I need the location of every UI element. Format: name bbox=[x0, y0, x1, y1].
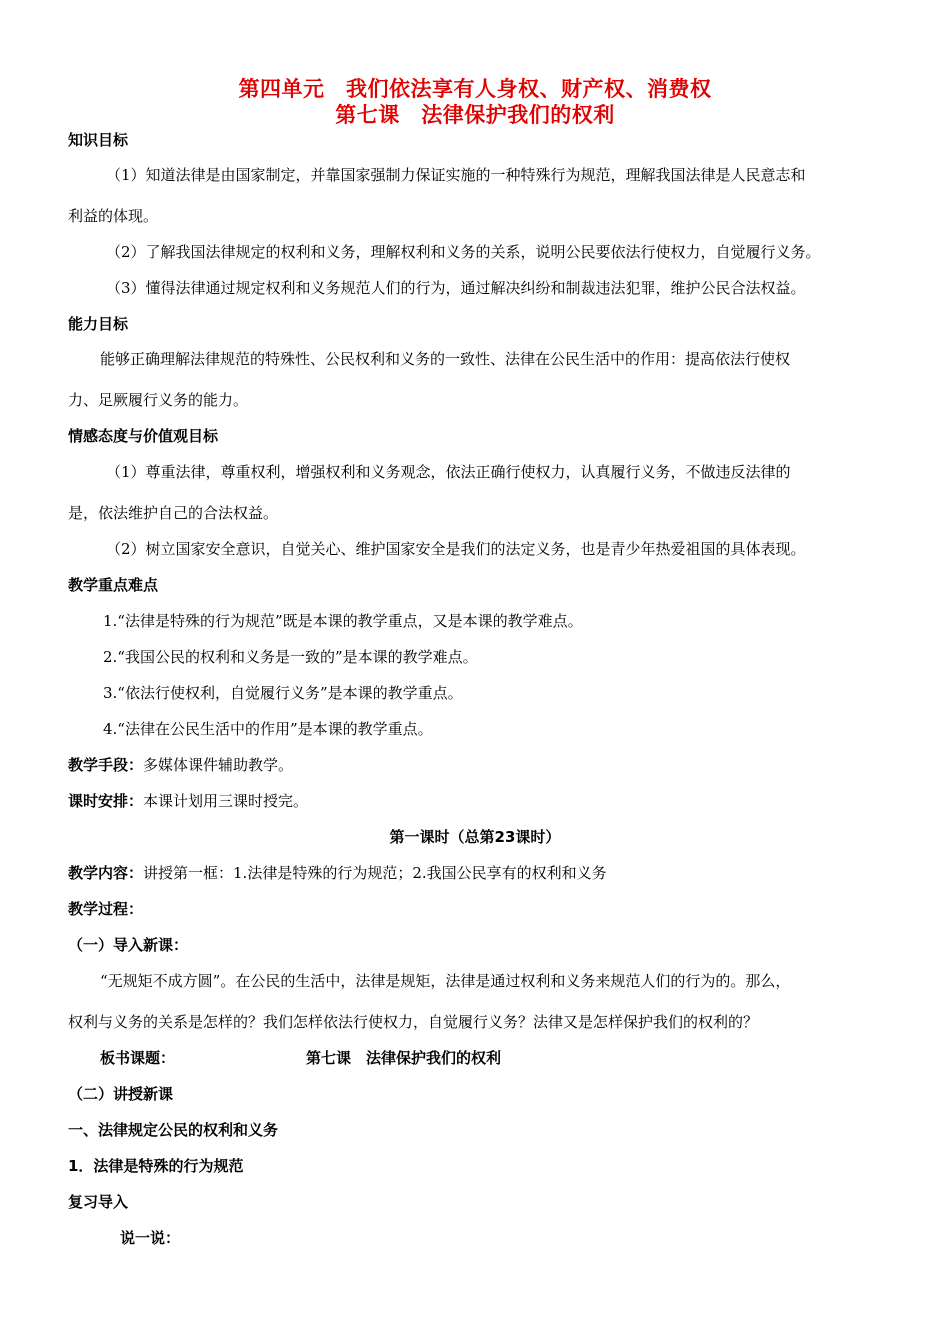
keypoints-heading: 教学重点难点 bbox=[68, 576, 159, 594]
say-heading: 说一说： bbox=[120, 1229, 181, 1247]
knowledge-p1-line2: 利益的体现。 bbox=[68, 207, 159, 225]
ability-line1: 能够正确理解法律规范的特殊性、公民权利和义务的一致性、法律在公民生活中的作用：提高依法行使权 bbox=[100, 350, 791, 368]
knowledge-p2: （2）了解我国法律规定的权利和义务，理解权利和义务的关系，说明公民要依法行使权力，自觉履行义务。 bbox=[106, 243, 821, 261]
section-1-heading: 一、法律规定公民的权利和义务 bbox=[68, 1121, 279, 1139]
teaching-content-label: 教学内容： bbox=[68, 864, 144, 882]
process-heading: 教学过程： bbox=[68, 900, 144, 918]
teaching-content-text: 讲授第一框：1.法律是特殊的行为规范；2.我国公民享有的权利和义务 bbox=[143, 864, 607, 882]
keypoint-item: 3.“依法行使权利，自觉履行义务”是本课的教学重点。 bbox=[103, 684, 463, 702]
teaching-content bbox=[68, 862, 607, 883]
keypoint-item: 4.“法律在公民生活中的作用”是本课的教学重点。 bbox=[103, 720, 433, 738]
knowledge-heading: 知识目标 bbox=[68, 131, 129, 149]
knowledge-p3: （3）懂得法律通过规定权利和义务规范人们的行为，通过解决纠纷和制裁违法犯罪，维护公民合法权益。 bbox=[106, 279, 806, 297]
intro-heading: （一）导入新课： bbox=[68, 936, 189, 954]
schedule-label: 课时安排： bbox=[68, 792, 144, 810]
knowledge-p1-line1: （1）知道法律是由国家制定，并靠国家强制力保证实施的一种特殊行为规范，理解我国法律是人民意志和 bbox=[106, 166, 806, 184]
section-1-1-heading: 1．法律是特殊的行为规范 bbox=[68, 1157, 244, 1175]
emotion-p1-line1: （1）尊重法律，尊重权利，增强权利和义务观念，依法正确行使权力，认真履行义务，不做违反法律的 bbox=[106, 463, 791, 481]
board-title-label: 板书课题： bbox=[100, 1049, 176, 1067]
emotion-heading: 情感态度与价值观目标 bbox=[68, 427, 219, 445]
intro-line1: “无规矩不成方圆”。在公民的生活中，法律是规矩，法律是通过权利和义务来规范人们的行为的。那么， bbox=[100, 972, 791, 990]
teach-heading: （二）讲授新课 bbox=[68, 1085, 174, 1103]
unit-title: 第四单元 我们依法享有人身权、财产权、消费权 bbox=[238, 77, 712, 101]
ability-line2: 力、足厥履行义务的能力。 bbox=[68, 391, 249, 409]
session-title: 第一课时（总第23课时） bbox=[389, 828, 561, 846]
lesson-title: 第七课 法律保护我们的权利 bbox=[335, 103, 615, 127]
keypoint-item: 1.“法律是特殊的行为规范”既是本课的教学重点，又是本课的教学难点。 bbox=[103, 612, 583, 630]
board-title-text: 第七课 法律保护我们的权利 bbox=[306, 1049, 502, 1067]
schedule bbox=[68, 790, 308, 811]
teaching-means-label: 教学手段： bbox=[68, 756, 144, 774]
emotion-p2: （2）树立国家安全意识，自觉关心、维护国家安全是我们的法定义务，也是青少年热爱祖国的具体表现。 bbox=[106, 540, 806, 558]
keypoint-item: 2.“我国公民的权利和义务是一致的”是本课的教学难点。 bbox=[103, 648, 478, 666]
review-heading: 复习导入 bbox=[68, 1193, 129, 1211]
emotion-p1-line2: 是，依法维护自己的合法权益。 bbox=[68, 504, 279, 522]
ability-heading: 能力目标 bbox=[68, 315, 129, 333]
teaching-means bbox=[68, 754, 293, 775]
teaching-means-text: 多媒体课件辅助教学。 bbox=[143, 756, 294, 774]
intro-line2: 权利与义务的关系是怎样的？我们怎样依法行使权力，自觉履行义务？法律又是怎样保护我们的权利的？ bbox=[68, 1013, 759, 1031]
schedule-text: 本课计划用三课时授完。 bbox=[143, 792, 309, 810]
